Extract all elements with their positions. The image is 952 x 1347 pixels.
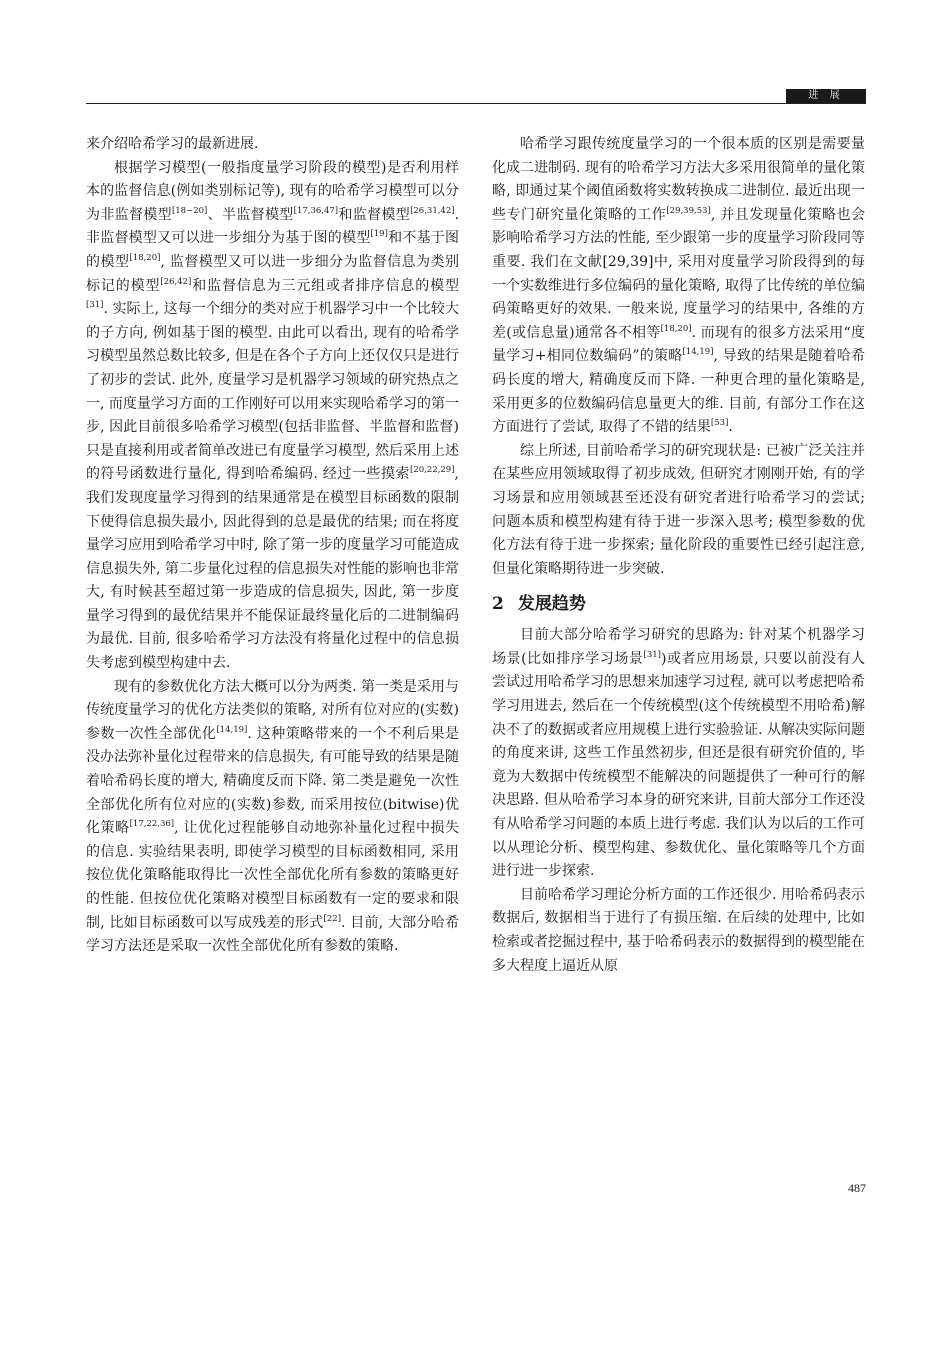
section-number: 2	[492, 594, 504, 615]
section-heading	[492, 592, 865, 616]
citation: [53]	[710, 418, 729, 429]
citation: [31]	[643, 649, 661, 660]
right-column	[492, 133, 865, 978]
citation: [18,20]	[660, 323, 692, 334]
citation: [22]	[323, 913, 342, 924]
left-paragraph-1: 来介绍哈希学习的最新进展.	[86, 136, 259, 152]
citation: [17,22,36]	[129, 819, 175, 830]
right-paragraph-4: 目前哈希学习理论分析方面的工作还很少. 用哈希码表示数据后, 数据相当于进行了有损压缩. 在后续的处理中, 比如检索或者挖掘过程中, 基于哈希码表示的数据得到的模型能在多大程度上逼近从原	[492, 886, 865, 974]
citation: [18−20]	[171, 205, 208, 216]
right-paragraph-3: 目前大部分哈希学习研究的思路为: 针对某个机器学习场景(比如排序学习场景[31])或者应用场景, 只要以前没有人尝试过用哈希学习的思想来加速学习过程, 就可以考虑把哈希学习用进去, 然后在一个传统模型(这个传统模型不用哈希)解决不了的数据或者应用规模上进行实验验证. 从解决实际问题的角度来讲, 这些工作虽然初步, 但还是很有研究价值的, 毕竟为大数据中传统模型不能解决的问题提供了一种可行的解决思路. 但从哈希学习本身的研究来讲, 目前大部分工作还没有从哈希学习问题的本质上进行考虑. 我们认为以后的工作可以从理论分析、模型构建、参数优化、量化策略等几个方面进行进一步探索.	[492, 627, 865, 880]
left-paragraph-2: 根据学习模型(一般指度量学习阶段的模型)是否利用样本的监督信息(例如类别标记等), 现有的哈希学习模型可以分为非监督模型[18−20]、半监督模型[17,36,47]和监督模型[26,31,42]. 非监督模型又可以进一步细分为基于图的模型[19]和不基于图的模型[18,20], 监督模型又可以进一步细分为监督信息为类别标记的模型[26,42]和监督信息为三元组或者排序信息的模型[31]. 实际上, 这每一个细分的类对应于机器学习中一个比较大的子方向, 例如基于图的模型. 由此可以看出, 现有的哈希学习模型虽然总数比较多, 但是在各个子方向上还仅仅只是进行了初步的尝试. 此外, 度量学习是机器学习领域的研究热点之一, 而度量学习方面的工作刚好可以用来实现哈希学习的第一步, 因此目前很多哈希学习模型(包括非监督、半监督和监督)只是直接利用或者简单改进已有度量学习模型, 然后采用上述的符号函数进行量化, 得到哈希编码. 经过一些摸索[20,22,29], 我们发现度量学习得到的结果通常是在模型目标函数的限制下使得信息损失最小, 因此得到的总是最优的结果; 而在将度量学习应用到哈希学习中时, 除了第一步的度量学习可能造成信息损失外, 第二步量化过程的信息损失对性能的影响也非常大, 有时候甚至超过第一步造成的信息损失, 因此, 第一步度量学习得到的最优结果并不能保证最终量化后的二进制编码为最优. 目前, 很多哈希学习方法没有将量化过程中的信息损失考虑到模型构建中去.	[86, 159, 460, 672]
section-title: 发展趋势	[517, 594, 586, 615]
section-badge: 进 展	[786, 89, 866, 103]
citation: [14,19]	[682, 347, 714, 358]
page-number: 487	[848, 1181, 866, 1195]
citation: [18,20]	[129, 252, 161, 263]
citation: [19]	[370, 229, 388, 240]
left-paragraph-3: 现有的参数优化方法大概可以分为两类. 第一类是采用与传统度量学习的优化方法类似的策略, 对所有位对应的(实数)参数一次性全部优化[14,19]. 这种策略带来的一个不利后果是没办法弥补量化过程带来的信息损失, 有可能导致的结果是随着哈希码长度的增大, 精确度反而下降. 第二类是避免一次性全部优化所有位对应的(实数)参数, 而采用按位(bitwise)优化策略[17,22,36], 让优化过程能够自动地弥补量化过程中损失的信息. 实验结果表明, 即使学习模型的目标函数相同, 采用按位优化策略能取得比一次性全部优化所有参数的策略更好的性能. 但按位优化策略对模型目标函数有一定的要求和限制, 比如目标函数可以写成残差的形式[22]. 目前, 大部分哈希学习方法还是采取一次性全部优化所有参数的策略.	[86, 678, 460, 955]
citation: [17,36,47]	[293, 205, 339, 216]
citation: [14,19]	[216, 724, 248, 735]
citation: [31]	[86, 300, 104, 311]
citation: [20,22,29]	[410, 465, 455, 476]
citation: [26,42]	[160, 276, 192, 287]
left-column	[86, 133, 459, 959]
citation: [29,39,53]	[666, 205, 711, 216]
citation: [26,31,42]	[410, 205, 455, 216]
right-paragraph-2: 综上所述, 目前哈希学习的研究现状是: 已被广泛关注并在某些应用领域取得了初步成效, 但研究才刚刚开始, 有的学习场景和应用领域甚至还没有研究者进行哈希学习的尝试; 问题本质和模型构建有待于进一步深入思考; 模型参数的优化方法有待于进一步探索; 量化阶段的重要性已经引起注意, 但量化策略期待进一步突破.	[492, 442, 865, 577]
right-paragraph-1: 哈希学习跟传统度量学习的一个很本质的区别是需要量化成二进制码. 现有的哈希学习方法大多采用很简单的量化策略, 即通过某个阈值函数将实数转换成二进制位. 最近出现一些专门研究量化策略的工作[29,39,53], 并且发现量化策略也会影响哈希学习方法的性能, 至少跟第一步的度量学习阶段同等重要. 我们在文献[29,39]中, 采用对度量学习阶段得到的每一个实数维进行多位编码的量化策略, 取得了比传统的单位编码策略更好的效果. 一般来说, 度量学习的结果中, 各维的方差(或信息量)通常各不相等[18,20]. 而现有的很多方法采用“度量学习+相同位数编码”的策略[14,19], 导致的结果是随着哈希码长度的增大, 精确度反而下降. 一种更合理的量化策略是, 采用更多的位数编码信息量更大的维. 目前, 有部分工作在这方面进行了尝试, 取得了不错的结果[53].	[492, 136, 866, 436]
header-rule	[86, 103, 866, 104]
